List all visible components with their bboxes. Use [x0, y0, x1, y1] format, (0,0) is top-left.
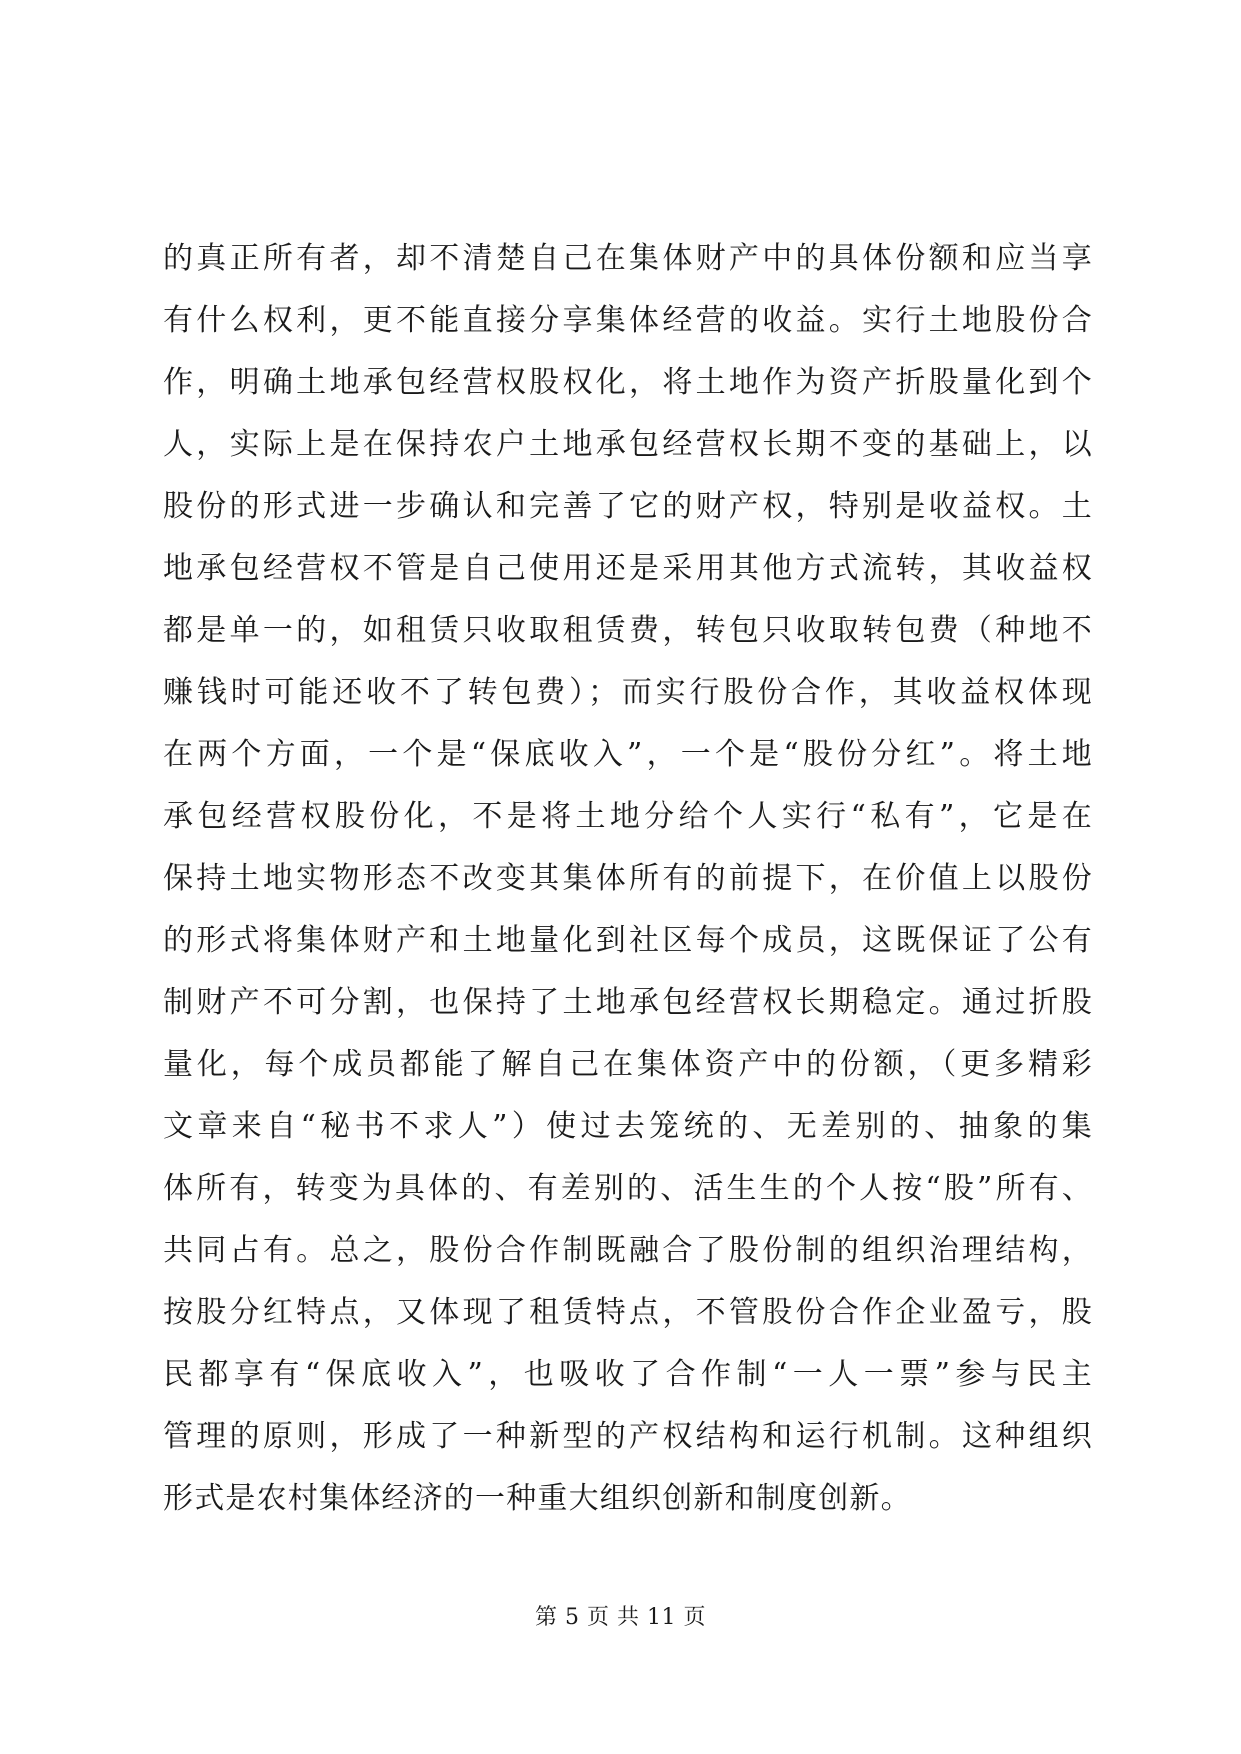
text-line: 人，实际上是在保持农户土地承包经营权长期不变的基础上，以	[163, 427, 1093, 462]
text-line: 保持土地实物形态不改变其集体所有的前提下，在价值上以股份	[163, 861, 1093, 896]
text-line: 民都享有“保底收入”，也吸收了合作制“一人一票”参与民主	[163, 1357, 1093, 1392]
text-line: 都是单一的，如租赁只收取租赁费，转包只收取转包费（种地不	[163, 613, 1093, 648]
text-line: 制财产不可分割，也保持了土地承包经营权长期稳定。通过折股	[163, 985, 1093, 1020]
text-line: 作，明确土地承包经营权股权化，将土地作为资产折股量化到个	[163, 365, 1093, 400]
page-number-footer: 第 5 页 共 11 页	[535, 1605, 706, 1630]
body-paragraph	[163, 228, 1093, 1530]
text-line: 按股分红特点，又体现了租赁特点，不管股份合作企业盈亏，股	[163, 1295, 1093, 1330]
text-line: 赚钱时可能还收不了转包费）；而实行股份合作，其收益权体现	[163, 675, 1093, 710]
text-line: 量化，每个成员都能了解自己在集体资产中的份额，（更多精彩	[163, 1047, 1093, 1082]
text-line: 体所有，转变为具体的、有差别的、活生生的个人按“股”所有、	[163, 1171, 1093, 1206]
text-line: 地承包经营权不管是自己使用还是采用其他方式流转，其收益权	[163, 551, 1093, 586]
text-line: 承包经营权股份化，不是将土地分给个人实行“私有”，它是在	[163, 799, 1093, 834]
text-line: 共同占有。总之，股份合作制既融合了股份制的组织治理结构，	[163, 1233, 1093, 1268]
text-line: 的形式将集体财产和土地量化到社区每个成员，这既保证了公有	[163, 923, 1093, 958]
text-line: 股份的形式进一步确认和完善了它的财产权，特别是收益权。土	[163, 489, 1093, 524]
text-line: 的真正所有者，却不清楚自己在集体财产中的具体份额和应当享	[163, 241, 1093, 276]
text-line: 文章来自“秘书不求人”）使过去笼统的、无差别的、抽象的集	[163, 1109, 1093, 1144]
text-line: 形式是农村集体经济的一种重大组织创新和制度创新。	[163, 1481, 912, 1516]
text-line: 有什么权利，更不能直接分享集体经营的收益。实行土地股份合	[163, 303, 1093, 338]
text-line: 管理的原则，形成了一种新型的产权结构和运行机制。这种组织	[163, 1419, 1093, 1454]
text-line: 在两个方面，一个是“保底收入”，一个是“股份分红”。将土地	[163, 737, 1093, 772]
